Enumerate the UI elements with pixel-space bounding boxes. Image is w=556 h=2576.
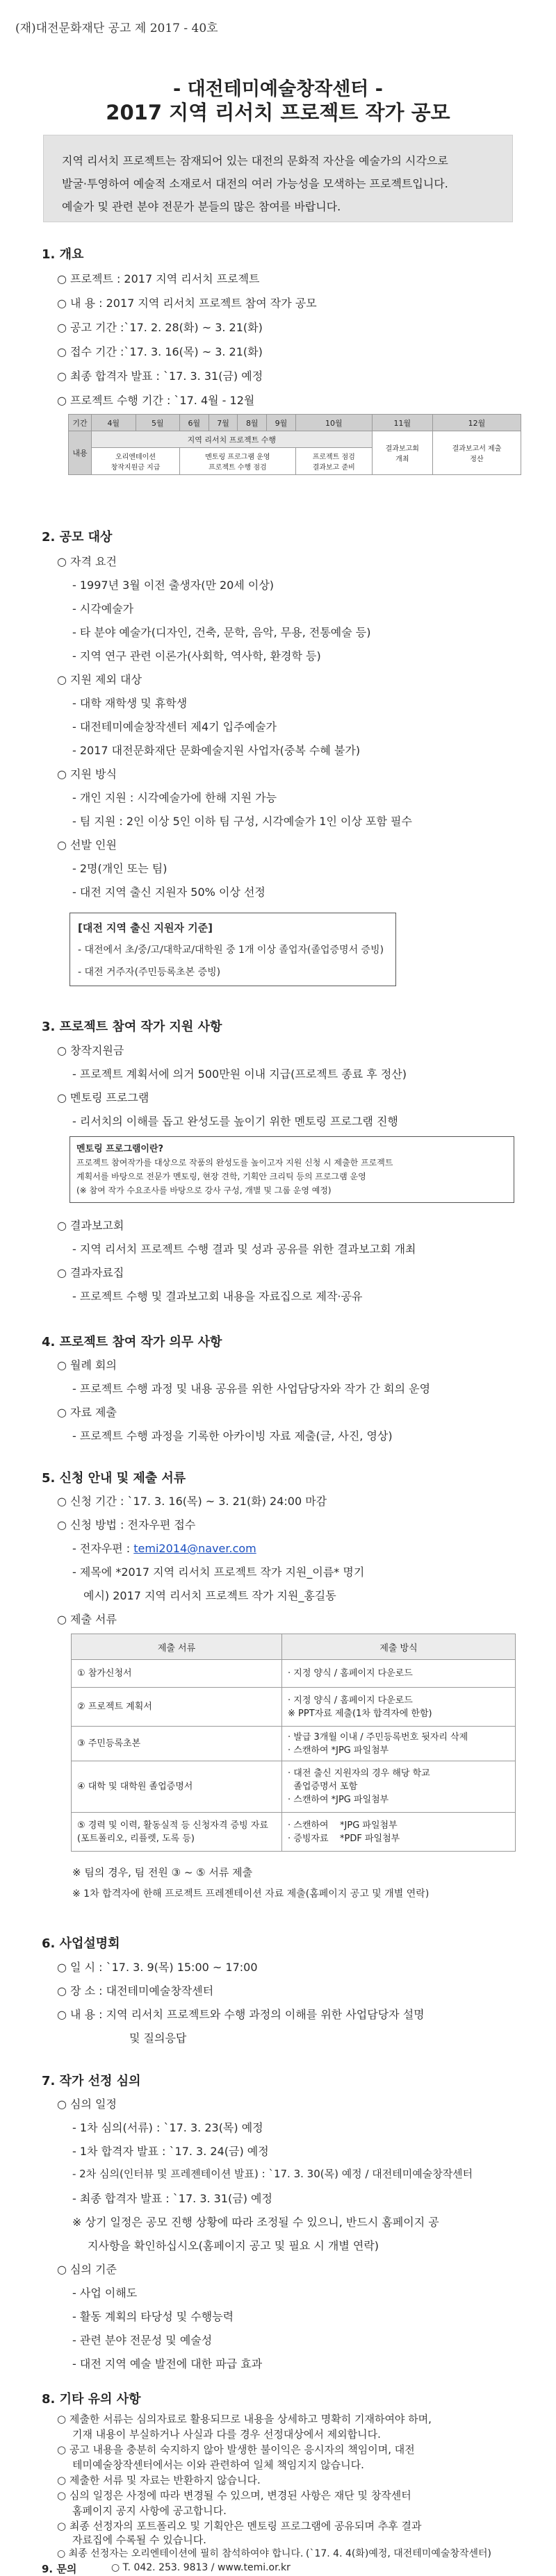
docs-note: ※ 팀의 경우, 팀 전원 ③ ~ ⑤ 서류 제출	[72, 1866, 253, 1879]
intro-line: 예술가 및 관련 분야 전문가 분들의 많은 참여를 바랍니다.	[62, 200, 341, 213]
schedule-month: 7월	[208, 415, 238, 431]
schedule-table	[68, 414, 521, 475]
caution-item: ○ 제출한 서류는 심의자료로 활용되므로 내용을 상세하고 명확히 기재하여야 하며,	[57, 2413, 432, 2425]
target-item: ○ 선발 인원	[57, 838, 117, 851]
schedule-period-label: 기간	[69, 415, 92, 431]
caution-item: 기재 내용이 부실하거나 사실과 다를 경우 선정대상에서 제외합니다.	[72, 2428, 381, 2441]
briefing-item: ○ 장 소 : 대전테미예술창작센터	[57, 1984, 214, 1997]
section-title: 8. 기타 유의 사항	[42, 2392, 141, 2407]
mentoring-box-line: 프로젝트 참여작가를 대상으로 작품의 완성도를 높이고자 지원 신청 시 제출한 프로젝트	[76, 1158, 393, 1167]
doc-how: · 스캔하여 *JPG 파일첨부	[288, 1795, 389, 1805]
target-item: - 대전테미예술창작센터 제4기 입주예술가	[72, 720, 277, 733]
target-item: - 시각예술가	[72, 602, 134, 615]
briefing-item: ○ 일 시 : `17. 3. 9(목) 15:00 ~ 17:00	[57, 1961, 258, 1974]
contact-line: ○ T. 042. 253. 9813 / www.temi.or.kr	[111, 2562, 291, 2573]
email-label: - 전자우편 :	[72, 1542, 134, 1555]
section-title: 3. 프로젝트 참여 작가 지원 사항	[42, 1020, 222, 1034]
briefing-item: ○ 내 용 : 지역 리서치 프로젝트와 수행 과정의 이해를 위한 사업담당자 설명	[57, 2008, 425, 2021]
target-item: ○ 지원 방식	[57, 767, 117, 781]
schedule-orientation: 오리엔테이션 창작지원금 지급	[92, 448, 180, 475]
mentoring-box-line: (※ 참여 작가 수요조사를 바탕으로 강사 구성, 개별 및 그룹 운영 예정)	[76, 1186, 332, 1195]
review-item: - 사업 이해도	[72, 2286, 138, 2300]
support-item: ○ 멘토링 프로그램	[57, 1091, 149, 1104]
schedule-settle: 결과보고서 제출 정산	[432, 431, 521, 475]
support-item: - 리서치의 이해를 돕고 완성도를 높이기 위한 멘토링 프로그램 진행	[72, 1115, 398, 1128]
doc-how: · 발급 3개월 이내 / 주민등록번호 뒷자리 삭제	[288, 1731, 468, 1743]
apply-item: ○ 신청 방법 : 전자우편 접수	[57, 1518, 196, 1531]
apply-example: 예시) 2017 지역 리서치 프로젝트 작가 지원_홍길동	[83, 1589, 336, 1602]
caution-item: 자료집에 수록될 수 있습니다.	[72, 2534, 206, 2546]
caution-item: 테미예술창작센터에서는 이와 관련하여 일체 책임지지 않습니다.	[72, 2459, 364, 2471]
target-item: - 개인 지원 : 시각예술가에 한해 지원 가능	[72, 791, 277, 804]
docs-head: 제출 서류	[72, 1634, 282, 1660]
review-item: - 최종 합격자 발표 : `17. 3. 31(금) 예정	[72, 2192, 272, 2205]
caution-item: ○ 제출한 서류 및 자료는 반환하지 않습니다.	[57, 2474, 261, 2486]
schedule-report: 결과보고회 개최	[372, 431, 432, 475]
review-item: 지사항을 확인하십시오(홈페이지 공고 및 필요 시 개별 연락)	[88, 2239, 379, 2252]
email-line	[72, 1540, 256, 1556]
apply-subject: - 제목에 *2017 지역 리서치 프로젝트 작가 지원_이름* 명기	[72, 1565, 365, 1579]
intro-line: 지역 리서치 프로젝트는 잠재되어 있는 대전의 문화적 자산을 예술가의 시각으로	[62, 154, 448, 167]
schedule-bar: 지역 리서치 프로젝트 수행	[92, 431, 373, 448]
schedule-mentoring: 멘토링 프로그램 운영 프로젝트 수행 점검	[180, 448, 296, 475]
review-item: - 2차 심의(인터뷰 및 프레젠테이션 발표) : `17. 3. 30(목) 예정 / 대전테미예술창작센터	[72, 2168, 473, 2180]
schedule-month: 4월	[92, 415, 136, 431]
doc-how: · 지정 양식 / 홈페이지 다운로드	[288, 1695, 413, 1706]
schedule-content-label: 내용	[69, 431, 92, 475]
section-title: 9. 문의	[42, 2563, 77, 2575]
doc-name: ② 프로젝트 계획서	[72, 1688, 282, 1727]
overview-item: ○ 접수 기간 :`17. 3. 16(목) ~ 3. 21(화)	[57, 345, 263, 358]
target-item: - 2017 대전문화재단 문화예술지원 사업자(중복 수혜 불가)	[72, 744, 361, 757]
target-item: - 대학 재학생 및 휴학생	[72, 697, 188, 710]
caution-item: (`17. 4. 4(화)예정, 대전테미예술창작센터)	[306, 2548, 491, 2559]
support-item: ○ 결과자료집	[57, 1266, 124, 1279]
local-criteria-item: - 대전 거주자(주민등록초본 증빙)	[78, 967, 221, 978]
section-title: 7. 작가 선정 심의	[42, 2074, 141, 2088]
docs-head: 제출 방식	[282, 1634, 516, 1660]
overview-item: ○ 최종 합격자 발표 : `17. 3. 31(금) 예정	[57, 369, 263, 383]
briefing-item: 및 질의응답	[129, 2031, 187, 2045]
schedule-month: 10월	[295, 415, 372, 431]
schedule-month: 12월	[432, 415, 521, 431]
support-item: - 프로젝트 수행 및 결과보고회 내용을 자료집으로 제작·공유	[72, 1290, 363, 1303]
doc-how: · 대전 출신 지원자의 경우 해당 학교	[288, 1768, 430, 1779]
section-title: 1. 개요	[42, 247, 84, 262]
overview-item: ○ 공고 기간 :`17. 2. 28(화) ~ 3. 21(화)	[57, 321, 263, 334]
section-title: 5. 신청 안내 및 제출 서류	[42, 1471, 186, 1486]
schedule-month: 6월	[180, 415, 209, 431]
doc-name: ③ 주민등록초본	[72, 1727, 282, 1761]
duty-item: ○ 월례 회의	[57, 1358, 117, 1372]
review-item: - 1차 심의(서류) : `17. 3. 23(목) 예정	[72, 2121, 263, 2134]
overview-item: ○ 내 용 : 2017 지역 리서치 프로젝트 참여 작가 공모	[57, 297, 317, 310]
review-item: - 대전 지역 예술 발전에 대한 파급 효과	[72, 2357, 263, 2370]
duty-item: - 프로젝트 수행 과정을 기록한 아카이빙 자료 제출(글, 사진, 영상)	[72, 1429, 393, 1443]
review-item: ○ 심의 일정	[57, 2097, 117, 2111]
review-item: ○ 심의 기준	[57, 2263, 117, 2276]
schedule-month: 9월	[267, 415, 296, 431]
overview-item: ○ 프로젝트 : 2017 지역 리서치 프로젝트	[57, 272, 260, 285]
target-item: - 1997년 3월 이전 출생자(만 20세 이상)	[72, 579, 275, 592]
section-title: 2. 공모 대상	[42, 530, 113, 545]
target-item: - 타 분야 예술가(디자인, 건축, 문학, 음악, 무용, 전통예술 등)	[72, 626, 371, 639]
doc-name: ⑤ 경력 및 이력, 활동실적 등 신청자격 증빙 자료 (포트폴리오, 리플렛, 도록 등)	[72, 1813, 282, 1852]
duty-item: ○ 자료 제출	[57, 1406, 117, 1419]
local-criteria-item: - 대전에서 초/중/고/대학교/대학원 중 1개 이상 졸업자(졸업증명서 증빙)	[78, 945, 384, 956]
doc-how: ※ PPT자료 제출(1차 합격자에 한함)	[288, 1708, 432, 1719]
local-criteria-title: [대전 지역 출신 지원자 기준]	[78, 922, 213, 934]
support-item: ○ 결과보고회	[57, 1219, 124, 1232]
support-item: - 프로젝트 계획서에 의거 500만원 이내 지급(프로젝트 종료 후 정산)	[72, 1067, 407, 1081]
duty-item: - 프로젝트 수행 과정 및 내용 공유를 위한 사업담당자와 작가 간 회의 운영	[72, 1382, 431, 1395]
target-item: - 대전 지역 출신 지원자 50% 이상 선정	[72, 886, 265, 899]
mentoring-box-line: 계획서를 바탕으로 전문가 멘토링, 현장 견학, 기획안 크리틱 등의 프로그램 운영	[76, 1172, 366, 1181]
support-item: - 지역 리서치 프로젝트 수행 결과 및 성과 공유를 위한 결과보고회 개최	[72, 1243, 416, 1256]
doc-how: · 지정 양식 / 홈페이지 다운로드	[288, 1668, 413, 1679]
intro-line: 발굴·투영하여 예술적 소재로서 대전의 여러 가능성을 모색하는 프로젝트입니다.	[62, 177, 448, 190]
caution-item: ○ 최종 선정자는 오리엔테이션에 필히 참석하여야 합니다.	[57, 2548, 304, 2559]
notice-number: (재)대전문화재단 공고 제 2017 - 40호	[15, 22, 218, 35]
support-item: ○ 창작지원금	[57, 1044, 124, 1057]
schedule-check: 프로젝트 점검 결과보고 준비	[295, 448, 372, 475]
target-item: - 2명(개인 또는 팀)	[72, 862, 167, 875]
doc-name: ① 참가신청서	[72, 1660, 282, 1688]
apply-item: ○ 신청 기간 : `17. 3. 16(목) ~ 3. 21(화) 24:00 마감	[57, 1495, 327, 1508]
review-item: - 활동 계획의 타당성 및 수행능력	[72, 2310, 234, 2323]
schedule-month: 8월	[238, 415, 267, 431]
mentoring-box-title: 멘토링 프로그램이란?	[76, 1144, 164, 1154]
review-item: - 1차 합격자 발표 : `17. 3. 24(금) 예정	[72, 2145, 269, 2158]
target-item: ○ 지원 제외 대상	[57, 673, 142, 686]
review-item: ※ 상기 일정은 공모 진행 상황에 따라 조정될 수 있으니, 반드시 홈페이지 공	[72, 2216, 439, 2229]
doc-how: · 증빙자료 *PDF 파일첨부	[288, 1833, 400, 1844]
doc-name: ④ 대학 및 대학원 졸업증명서	[72, 1761, 282, 1813]
email-link[interactable]: temi2014@naver.com	[133, 1542, 256, 1555]
docs-table	[71, 1634, 516, 1852]
target-item: - 지역 연구 관련 이론가(사회학, 역사학, 환경학 등)	[72, 649, 321, 663]
schedule-month: 11월	[372, 415, 432, 431]
intro-box	[43, 135, 513, 222]
schedule-month: 5월	[136, 415, 180, 431]
docs-note: ※ 1차 합격자에 한해 프로젝트 프레젠테이션 자료 제출(홈페이지 공고 및 개별 연락)	[72, 1888, 430, 1900]
caution-item: 홈페이지 공지 사항에 공고합니다.	[72, 2504, 227, 2517]
overview-item: ○ 프로젝트 수행 기간 : `17. 4월 - 12월	[57, 394, 255, 407]
review-item: - 관련 분야 전문성 및 예술성	[72, 2334, 213, 2347]
doc-how: · 스캔하여 *JPG 파일첨부	[288, 1820, 398, 1831]
target-item: ○ 자격 요건	[57, 555, 117, 568]
caution-item: ○ 공고 내용을 충분히 숙지하지 않아 발생한 불이익은 응시자의 책임이며, 대전	[57, 2443, 415, 2456]
section-title: 4. 프로젝트 참여 작가 의무 사항	[42, 1335, 222, 1349]
doc-how: · 스캔하여 *JPG 파일첨부	[288, 1745, 389, 1756]
doc-how: 졸업증명서 포함	[288, 1781, 358, 1792]
docs-title: ○ 제출 서류	[57, 1613, 117, 1626]
caution-item: ○ 최종 선정자의 포트폴리오 및 기획안은 멘토링 프로그램에 공유되며 추후 결과	[57, 2520, 422, 2532]
target-item: - 팀 지원 : 2인 이상 5인 이하 팀 구성, 시각예술가 1인 이상 포함 필수	[72, 815, 412, 828]
subtitle: - 대전테미예술창작센터 -	[172, 78, 384, 100]
caution-item: ○ 심의 일정은 사정에 따라 변경될 수 있으며, 변경된 사항은 재단 및 창작센터	[57, 2489, 411, 2502]
page-title: 2017 지역 리서치 프로젝트 작가 공모	[106, 101, 450, 124]
section-title: 6. 사업설명회	[42, 1936, 120, 1951]
